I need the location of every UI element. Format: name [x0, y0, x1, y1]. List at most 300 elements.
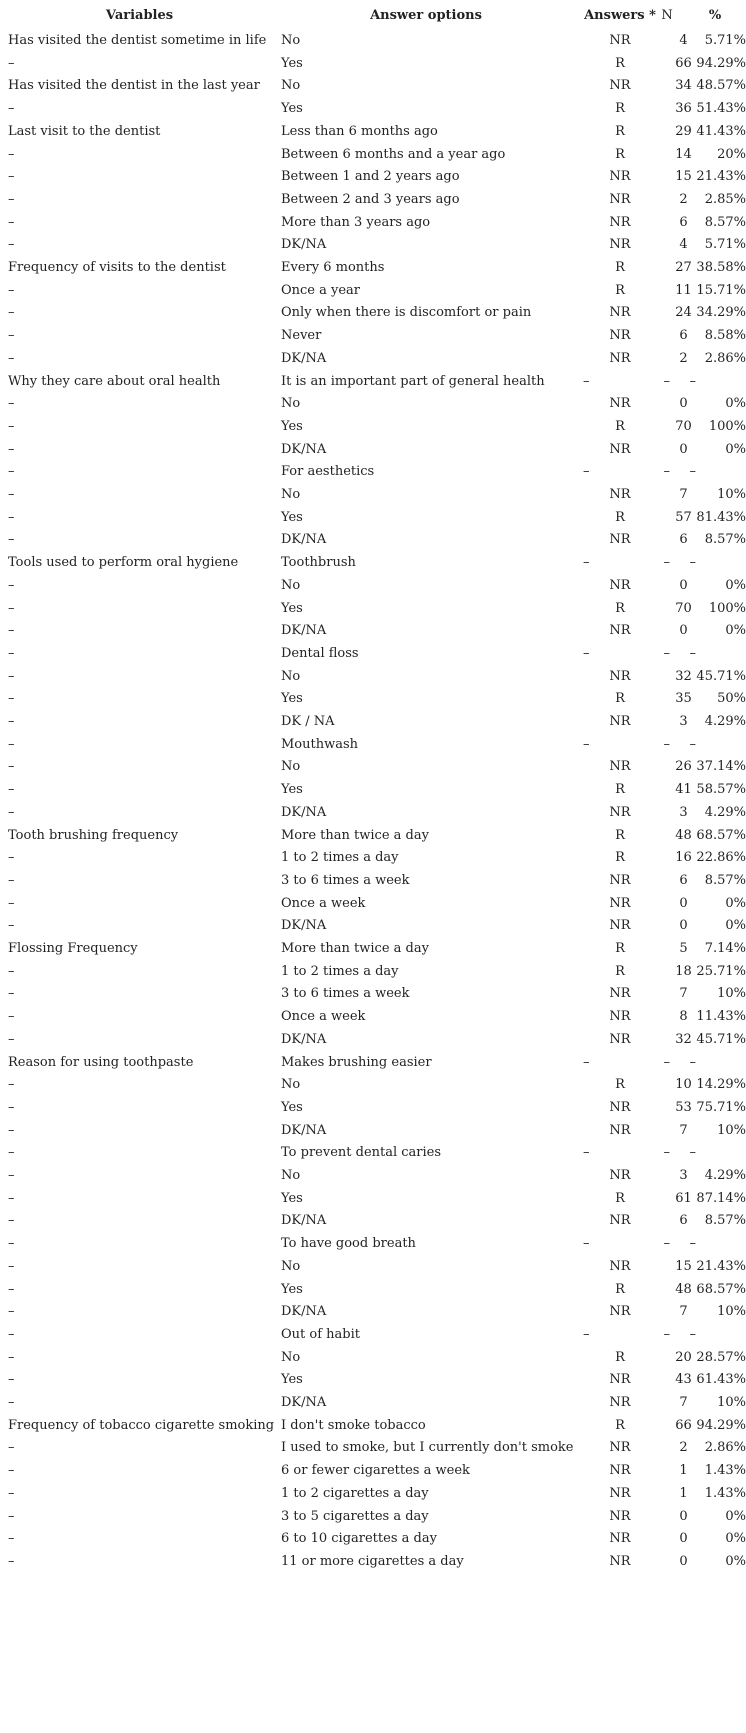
row-answer-option: Less than 6 months ago — [281, 123, 438, 139]
row-answer-option: DK/NA — [281, 441, 327, 457]
row-answer-code: NR — [609, 78, 631, 94]
row-variable: – — [8, 1190, 15, 1206]
row-percent: 2.86% — [704, 350, 746, 366]
row-percent: 45.71% — [696, 1031, 746, 1047]
row-percent: – — [689, 736, 696, 752]
row-percent: 7.14% — [704, 941, 746, 956]
row-answer-code: – — [583, 1145, 590, 1161]
row-answer-code: R — [615, 509, 625, 525]
row-variable: – — [8, 1349, 15, 1365]
row-variable: – — [8, 282, 15, 298]
row-answer-code: NR — [609, 1485, 631, 1501]
table-row — [0, 392, 746, 416]
row-count: 7 — [679, 1304, 688, 1320]
row-answer-option: DK/NA — [281, 1213, 327, 1229]
row-variable: Tooth brushing frequency — [8, 827, 179, 843]
row-variable: Flossing Frequency — [8, 941, 138, 956]
row-answer-option: Once a week — [281, 1009, 366, 1025]
table-row — [0, 642, 746, 666]
row-percent: 94.29% — [696, 1417, 746, 1433]
row-count: 8 — [679, 1009, 688, 1025]
row-count: 5 — [679, 941, 688, 956]
row-variable: – — [8, 1508, 15, 1524]
row-answer-option: Yes — [281, 55, 303, 71]
row-variable: – — [8, 804, 15, 820]
row-variable: – — [8, 396, 15, 412]
row-answer-code: NR — [609, 1553, 631, 1569]
table-row — [0, 914, 746, 938]
row-answer-option: I used to smoke, but I currently don't smoke — [281, 1440, 574, 1456]
row-answer-option: Yes — [281, 782, 303, 798]
row-answer-code: R — [615, 941, 625, 956]
row-percent: 0% — [725, 918, 746, 934]
row-answer-code: NR — [609, 1372, 631, 1388]
row-variable: – — [8, 1463, 15, 1479]
row-answer-code: NR — [609, 169, 631, 185]
row-count: – — [663, 1145, 670, 1161]
table-row — [0, 551, 746, 575]
row-count: 32 — [675, 668, 692, 684]
row-count: 48 — [675, 1281, 692, 1297]
row-count: – — [663, 736, 670, 752]
row-variable: – — [8, 464, 15, 480]
row-percent: – — [689, 555, 696, 571]
row-answer-code: NR — [609, 986, 631, 1002]
row-answer-code: R — [615, 691, 625, 707]
table-row — [0, 279, 746, 303]
row-percent: 100% — [708, 418, 746, 434]
row-variable: – — [8, 600, 15, 616]
table-row — [0, 1300, 746, 1324]
row-answer-code: NR — [609, 895, 631, 911]
row-count: 27 — [675, 260, 692, 275]
row-answer-code: NR — [609, 1031, 631, 1047]
row-count: 0 — [679, 577, 688, 593]
row-count: 15 — [675, 1258, 692, 1274]
table-row — [0, 869, 746, 893]
row-percent: – — [689, 1145, 696, 1161]
row-percent: 11.43% — [696, 1009, 746, 1025]
row-answer-option: Once a week — [281, 895, 366, 911]
row-count: – — [663, 1326, 670, 1342]
row-answer-option: Mouthwash — [281, 736, 359, 752]
table-row — [0, 1187, 746, 1211]
row-count: 16 — [675, 850, 692, 866]
row-answer-code: NR — [609, 487, 631, 502]
row-variable: – — [8, 1372, 15, 1388]
row-percent: – — [689, 1054, 696, 1070]
row-answer-option: Yes — [281, 1281, 303, 1297]
row-answer-option: More than 3 years ago — [281, 214, 431, 230]
row-answer-option: More than twice a day — [281, 941, 429, 956]
table-row — [0, 733, 746, 757]
row-answer-option: No — [281, 1077, 301, 1093]
row-variable: – — [8, 350, 15, 366]
row-percent: 8.57% — [704, 872, 746, 888]
row-answer-code: R — [615, 963, 625, 979]
row-answer-option: Yes — [281, 509, 303, 525]
row-variable: – — [8, 1213, 15, 1229]
row-answer-option: 6 or fewer cigarettes a week — [281, 1463, 470, 1479]
row-variable: – — [8, 1440, 15, 1456]
row-answer-code: – — [583, 1326, 590, 1342]
row-answer-option: Yes — [281, 1099, 303, 1115]
row-answer-option: DK/NA — [281, 532, 327, 548]
row-variable: – — [8, 895, 15, 911]
row-percent: 1.43% — [704, 1485, 746, 1501]
row-answer-option: No — [281, 487, 301, 502]
row-answer-option: 1 to 2 cigarettes a day — [281, 1485, 429, 1501]
row-answer-code: NR — [609, 214, 631, 230]
row-percent: 28.57% — [696, 1349, 746, 1365]
row-percent: 8.58% — [704, 328, 746, 344]
row-count: 0 — [679, 895, 688, 911]
row-variable: – — [8, 1395, 15, 1410]
row-variable: – — [8, 1553, 15, 1569]
table-row — [0, 301, 746, 325]
row-answer-code: – — [583, 464, 590, 480]
row-percent: 0% — [725, 396, 746, 412]
row-percent: 68.57% — [696, 1281, 746, 1297]
row-count: 2 — [679, 350, 688, 366]
row-percent: 68.57% — [696, 827, 746, 843]
row-count: – — [663, 1236, 670, 1252]
row-answer-code: R — [615, 282, 625, 298]
row-count: 61 — [675, 1190, 692, 1206]
row-answer-code: R — [615, 1077, 625, 1093]
row-count: 6 — [679, 532, 688, 548]
row-count: 57 — [675, 509, 692, 525]
row-count: 48 — [675, 827, 692, 843]
row-variable: – — [8, 759, 15, 775]
row-variable: – — [8, 782, 15, 798]
table-row — [0, 982, 746, 1006]
table-row — [0, 619, 746, 643]
table-row — [0, 1232, 746, 1256]
row-answer-code: – — [583, 736, 590, 752]
row-variable: – — [8, 418, 15, 434]
row-variable: Frequency of visits to the dentist — [8, 260, 226, 275]
table-row — [0, 1028, 746, 1052]
row-answer-option: Between 2 and 3 years ago — [281, 191, 460, 207]
row-answer-option: DK/NA — [281, 804, 327, 820]
row-count: 41 — [675, 782, 692, 798]
row-answer-code: NR — [609, 872, 631, 888]
row-variable: – — [8, 305, 15, 321]
row-percent: 48.57% — [696, 78, 746, 94]
row-variable: – — [8, 736, 15, 752]
row-count: 6 — [679, 872, 688, 888]
row-percent: 22.86% — [696, 850, 746, 866]
table-row — [0, 1141, 746, 1165]
row-answer-option: DK/NA — [281, 623, 327, 639]
row-variable: – — [8, 691, 15, 707]
table-row — [0, 1005, 746, 1029]
row-answer-code: R — [615, 1190, 625, 1206]
row-count: 7 — [679, 1395, 688, 1410]
row-answer-option: Yes — [281, 1372, 303, 1388]
row-answer-option: Once a year — [281, 282, 361, 298]
table-row — [0, 1073, 746, 1097]
row-percent: 2.85% — [704, 191, 746, 207]
row-variable: – — [8, 623, 15, 639]
table-row — [0, 1550, 746, 1574]
table-row — [0, 1096, 746, 1120]
row-count: – — [663, 373, 670, 389]
row-answer-option: DK / NA — [281, 714, 335, 729]
row-answer-code: NR — [609, 328, 631, 344]
row-answer-option: 11 or more cigarettes a day — [281, 1553, 464, 1569]
row-count: 26 — [675, 759, 692, 775]
row-answer-option: DK/NA — [281, 350, 327, 366]
row-answer-code: NR — [609, 1395, 631, 1410]
row-answer-option: Out of habit — [281, 1326, 360, 1342]
row-answer-code: NR — [609, 1099, 631, 1115]
row-variable: – — [8, 872, 15, 888]
row-count: – — [663, 1054, 670, 1070]
table-row — [0, 1346, 746, 1370]
table-row — [0, 370, 746, 394]
row-answer-option: DK/NA — [281, 1304, 327, 1320]
row-count: 1 — [679, 1463, 688, 1479]
row-count: 53 — [675, 1099, 692, 1115]
row-percent: 100% — [708, 600, 746, 616]
row-variable: – — [8, 1009, 15, 1025]
table-row — [0, 1209, 746, 1233]
row-percent: 61.43% — [696, 1372, 746, 1388]
table-row — [0, 665, 746, 689]
row-percent: 41.43% — [696, 123, 746, 139]
row-count: 2 — [679, 191, 688, 207]
table-row — [0, 1278, 746, 1302]
row-variable: Tools used to perform oral hygiene — [8, 555, 239, 571]
row-percent: 4.29% — [704, 804, 746, 820]
row-count: 32 — [675, 1031, 692, 1047]
row-percent: 5.71% — [704, 33, 746, 48]
table-row — [0, 52, 746, 76]
row-answer-code: NR — [609, 1440, 631, 1456]
row-answer-option: Toothbrush — [281, 555, 356, 571]
row-answer-code: NR — [609, 918, 631, 934]
row-answer-option: Never — [281, 328, 322, 344]
row-answer-option: Yes — [281, 691, 303, 707]
table-row — [0, 1482, 746, 1506]
row-variable: – — [8, 918, 15, 934]
row-answer-code: NR — [609, 623, 631, 639]
row-variable: – — [8, 850, 15, 866]
row-answer-code: NR — [609, 1304, 631, 1320]
row-answer-code: R — [615, 260, 625, 275]
row-answer-code: NR — [609, 1531, 631, 1547]
row-percent: 20% — [717, 146, 746, 162]
row-percent: 0% — [725, 1553, 746, 1569]
row-percent: 21.43% — [696, 1258, 746, 1274]
table-row — [0, 574, 746, 598]
row-variable: – — [8, 1281, 15, 1297]
row-answer-option: No — [281, 396, 301, 412]
header-answer-options: Answer options — [370, 8, 482, 23]
row-answer-code: R — [615, 1281, 625, 1297]
row-percent: 34.29% — [696, 305, 746, 321]
table-row — [0, 97, 746, 121]
table-row — [0, 415, 746, 439]
row-count: 7 — [679, 1122, 688, 1138]
row-variable: – — [8, 146, 15, 162]
row-variable: – — [8, 237, 15, 253]
row-answer-code: NR — [609, 1213, 631, 1229]
row-variable: – — [8, 532, 15, 548]
row-answer-code: R — [615, 1349, 625, 1365]
row-count: 0 — [679, 918, 688, 934]
row-answer-code: NR — [609, 33, 631, 48]
table-row — [0, 74, 746, 98]
row-variable: – — [8, 441, 15, 457]
row-answer-option: Every 6 months — [281, 260, 385, 275]
row-percent: 0% — [725, 1531, 746, 1547]
table-row — [0, 528, 746, 552]
row-answer-option: No — [281, 1258, 301, 1274]
table-row — [0, 755, 746, 779]
row-count: 0 — [679, 1553, 688, 1569]
row-percent: 4.29% — [704, 714, 746, 729]
table-row — [0, 143, 746, 167]
row-variable: – — [8, 509, 15, 525]
row-answer-option: No — [281, 577, 301, 593]
row-percent: 1.43% — [704, 1463, 746, 1479]
row-variable: – — [8, 986, 15, 1002]
row-variable: – — [8, 1304, 15, 1320]
row-count: 24 — [675, 305, 692, 321]
row-answer-code: – — [583, 645, 590, 661]
row-count: 66 — [675, 1417, 692, 1433]
table-row — [0, 824, 746, 848]
row-percent: 14.29% — [696, 1077, 746, 1093]
row-answer-option: 3 to 6 times a week — [281, 872, 410, 888]
row-variable: – — [8, 487, 15, 502]
row-answer-option: DK/NA — [281, 918, 327, 934]
row-answer-option: No — [281, 1168, 301, 1183]
row-answer-option: Between 6 months and a year ago — [281, 146, 506, 162]
table-row — [0, 892, 746, 916]
row-percent: 2.86% — [704, 1440, 746, 1456]
table-row — [0, 483, 746, 507]
table-row — [0, 778, 746, 802]
row-percent: 81.43% — [696, 509, 746, 525]
row-variable: Frequency of tobacco cigarette smoking — [8, 1417, 275, 1433]
row-answer-code: – — [583, 555, 590, 571]
row-answer-option: Yes — [281, 1190, 303, 1206]
row-percent: 0% — [725, 577, 746, 593]
table-row — [0, 687, 746, 711]
row-percent: 51.43% — [696, 101, 746, 117]
row-answer-code: R — [615, 782, 625, 798]
table-row — [0, 1164, 746, 1188]
row-answer-code: NR — [609, 1009, 631, 1025]
row-percent: – — [689, 373, 696, 389]
row-variable: – — [8, 1077, 15, 1093]
row-percent: 8.57% — [704, 214, 746, 230]
row-count: 36 — [675, 101, 692, 117]
row-percent: 10% — [717, 487, 746, 502]
row-answer-code: NR — [609, 1258, 631, 1274]
row-count: 1 — [679, 1485, 688, 1501]
row-answer-option: Yes — [281, 101, 303, 117]
row-answer-option: To prevent dental caries — [281, 1145, 442, 1161]
row-answer-code: NR — [609, 1122, 631, 1138]
table-row — [0, 460, 746, 484]
row-count: 11 — [675, 282, 692, 298]
table-header — [0, 4, 746, 28]
row-percent: 10% — [717, 1304, 746, 1320]
row-percent: – — [689, 464, 696, 480]
table-row — [0, 256, 746, 280]
row-count: 18 — [675, 963, 692, 979]
row-percent: 45.71% — [696, 668, 746, 684]
row-count: 0 — [679, 441, 688, 457]
row-percent: 94.29% — [696, 55, 746, 71]
row-answer-option: No — [281, 33, 301, 48]
table-row — [0, 1436, 746, 1460]
row-answer-option: DK/NA — [281, 1031, 327, 1047]
table-row — [0, 801, 746, 825]
row-answer-code: R — [615, 1417, 625, 1433]
row-count: 7 — [679, 986, 688, 1002]
row-percent: 75.71% — [696, 1099, 746, 1115]
row-variable: – — [8, 714, 15, 729]
header-n: N — [661, 8, 673, 23]
table-row — [0, 233, 746, 257]
row-count: 6 — [679, 214, 688, 230]
row-answer-option: DK/NA — [281, 1395, 327, 1410]
row-variable: – — [8, 1531, 15, 1547]
row-answer-option: More than twice a day — [281, 827, 429, 843]
row-answer-code: NR — [609, 305, 631, 321]
table-row — [0, 347, 746, 371]
row-answer-option: No — [281, 1349, 301, 1365]
row-variable: Has visited the dentist sometime in life — [8, 33, 267, 48]
row-count: 0 — [679, 1508, 688, 1524]
row-count: 3 — [679, 804, 688, 820]
row-answer-code: NR — [609, 1508, 631, 1524]
row-variable: – — [8, 1236, 15, 1252]
row-count: 0 — [679, 1531, 688, 1547]
row-answer-code: R — [615, 850, 625, 866]
row-count: 35 — [675, 691, 692, 707]
row-percent: 8.57% — [704, 1213, 746, 1229]
table-row — [0, 29, 746, 53]
row-variable: – — [8, 1031, 15, 1047]
row-answer-code: R — [615, 101, 625, 117]
row-variable: – — [8, 55, 15, 71]
table-row — [0, 597, 746, 621]
row-percent: 87.14% — [696, 1190, 746, 1206]
row-answer-code: R — [615, 827, 625, 843]
table-row — [0, 1459, 746, 1483]
row-answer-option: Makes brushing easier — [281, 1054, 432, 1070]
row-answer-code: NR — [609, 532, 631, 548]
row-answer-code: NR — [609, 441, 631, 457]
row-percent: 25.71% — [696, 963, 746, 979]
row-answer-code: NR — [609, 350, 631, 366]
table-row — [0, 324, 746, 348]
row-answer-option: DK/NA — [281, 237, 327, 253]
row-variable: – — [8, 328, 15, 344]
row-variable: Last visit to the dentist — [8, 123, 161, 139]
row-percent: 15.71% — [696, 282, 746, 298]
row-answer-option: Only when there is discomfort or pain — [281, 305, 532, 321]
row-count: 66 — [675, 55, 692, 71]
table-row — [0, 188, 746, 212]
